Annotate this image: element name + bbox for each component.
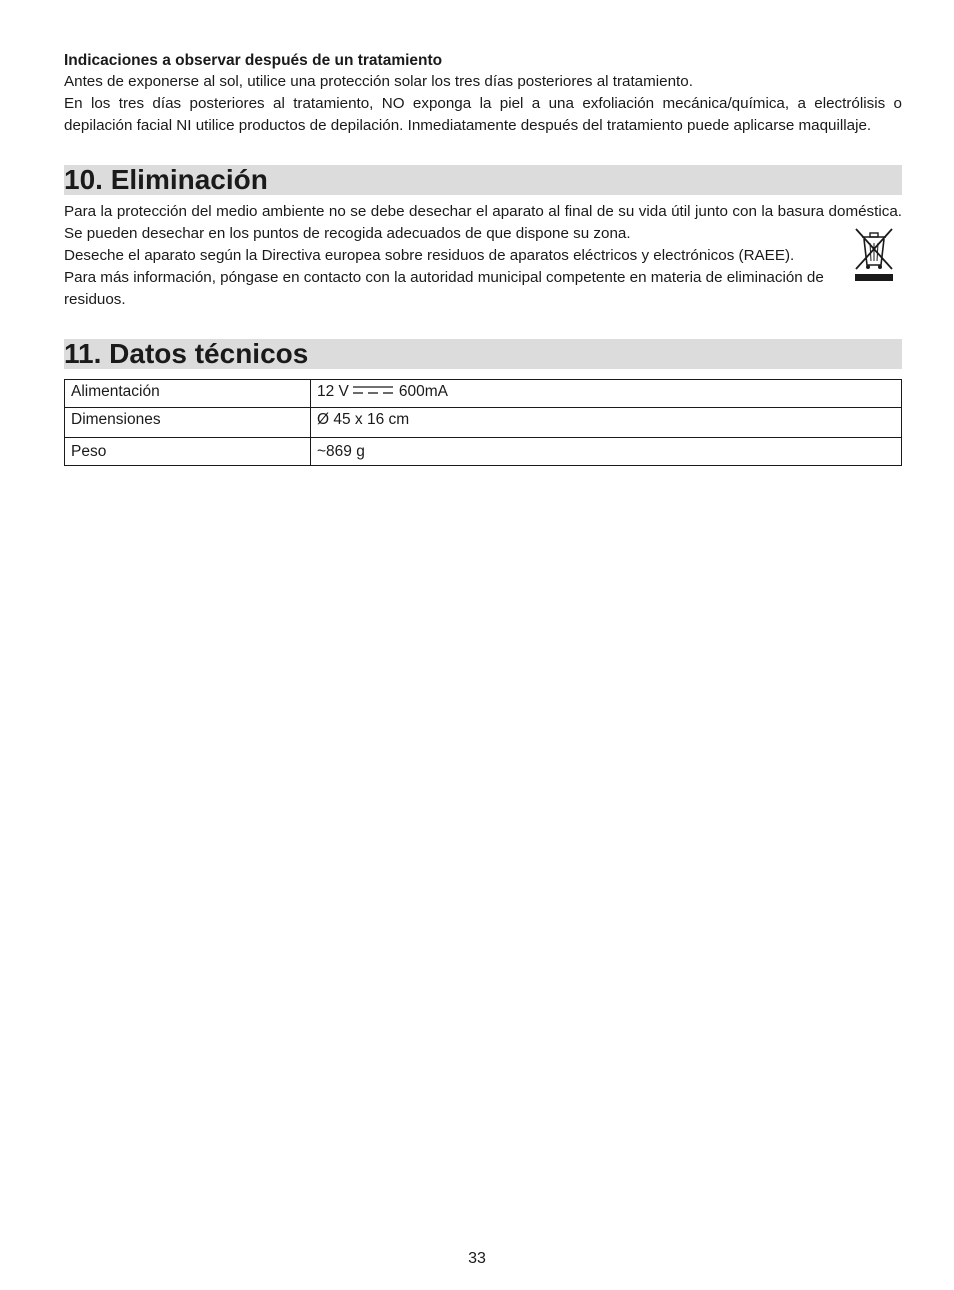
table-row <box>65 438 902 466</box>
spec-label-power: Alimentación <box>65 380 311 408</box>
technical-data-table <box>64 379 902 466</box>
table-row <box>65 380 902 408</box>
spec-label-dimensions: Dimensiones <box>65 408 311 438</box>
disposal-paragraph-2: Deseche el aparato según la Directiva europea sobre residuos de aparatos eléctricos y electrónicos (RAEE). <box>64 247 795 264</box>
spec-value-dimensions: Ø 45 x 16 cm <box>311 408 902 438</box>
disposal-section-title: 10. Eliminación <box>64 165 902 195</box>
disposal-paragraph-1: Para la protección del medio ambiente no se debe desechar el aparato al final de su vida útil junto con la basura doméstica. Se pueden desechar en los puntos de recogida adecuados de que dispone su zona. <box>64 203 902 242</box>
spec-value-power <box>311 380 902 408</box>
after-treatment-paragraph-1: Antes de exponerse al sol, utilice una protección solar los tres días posteriores al tratamiento. <box>64 73 693 90</box>
technical-section-title: 11. Datos técnicos <box>64 339 902 369</box>
after-treatment-paragraph-2: En los tres días posteriores al tratamiento, NO exponga la piel a una exfoliación mecánica/química, a electrólisis o depilación facial NI utilice productos de depilación. Inmediatamente después del tratamiento puede aplicarse maquillaje. <box>64 95 902 134</box>
page-number: 33 <box>468 1250 486 1267</box>
spec-label-weight: Peso <box>65 438 311 466</box>
document-page <box>64 50 902 466</box>
disposal-section <box>64 201 902 311</box>
table-row <box>65 408 902 438</box>
weee-crossed-bin-icon <box>850 223 898 283</box>
spec-value-power-voltage: 12 V <box>317 383 349 400</box>
spec-value-power-current: 600mA <box>398 383 449 400</box>
disposal-paragraph-3: Para más información, póngase en contacto con la autoridad municipal competente en materia de eliminación de residuos. <box>64 269 824 308</box>
dc-current-icon <box>353 385 393 395</box>
after-treatment-heading: Indicaciones a observar después de un tratamiento <box>64 52 443 69</box>
spec-value-weight: ~869 g <box>311 438 902 466</box>
